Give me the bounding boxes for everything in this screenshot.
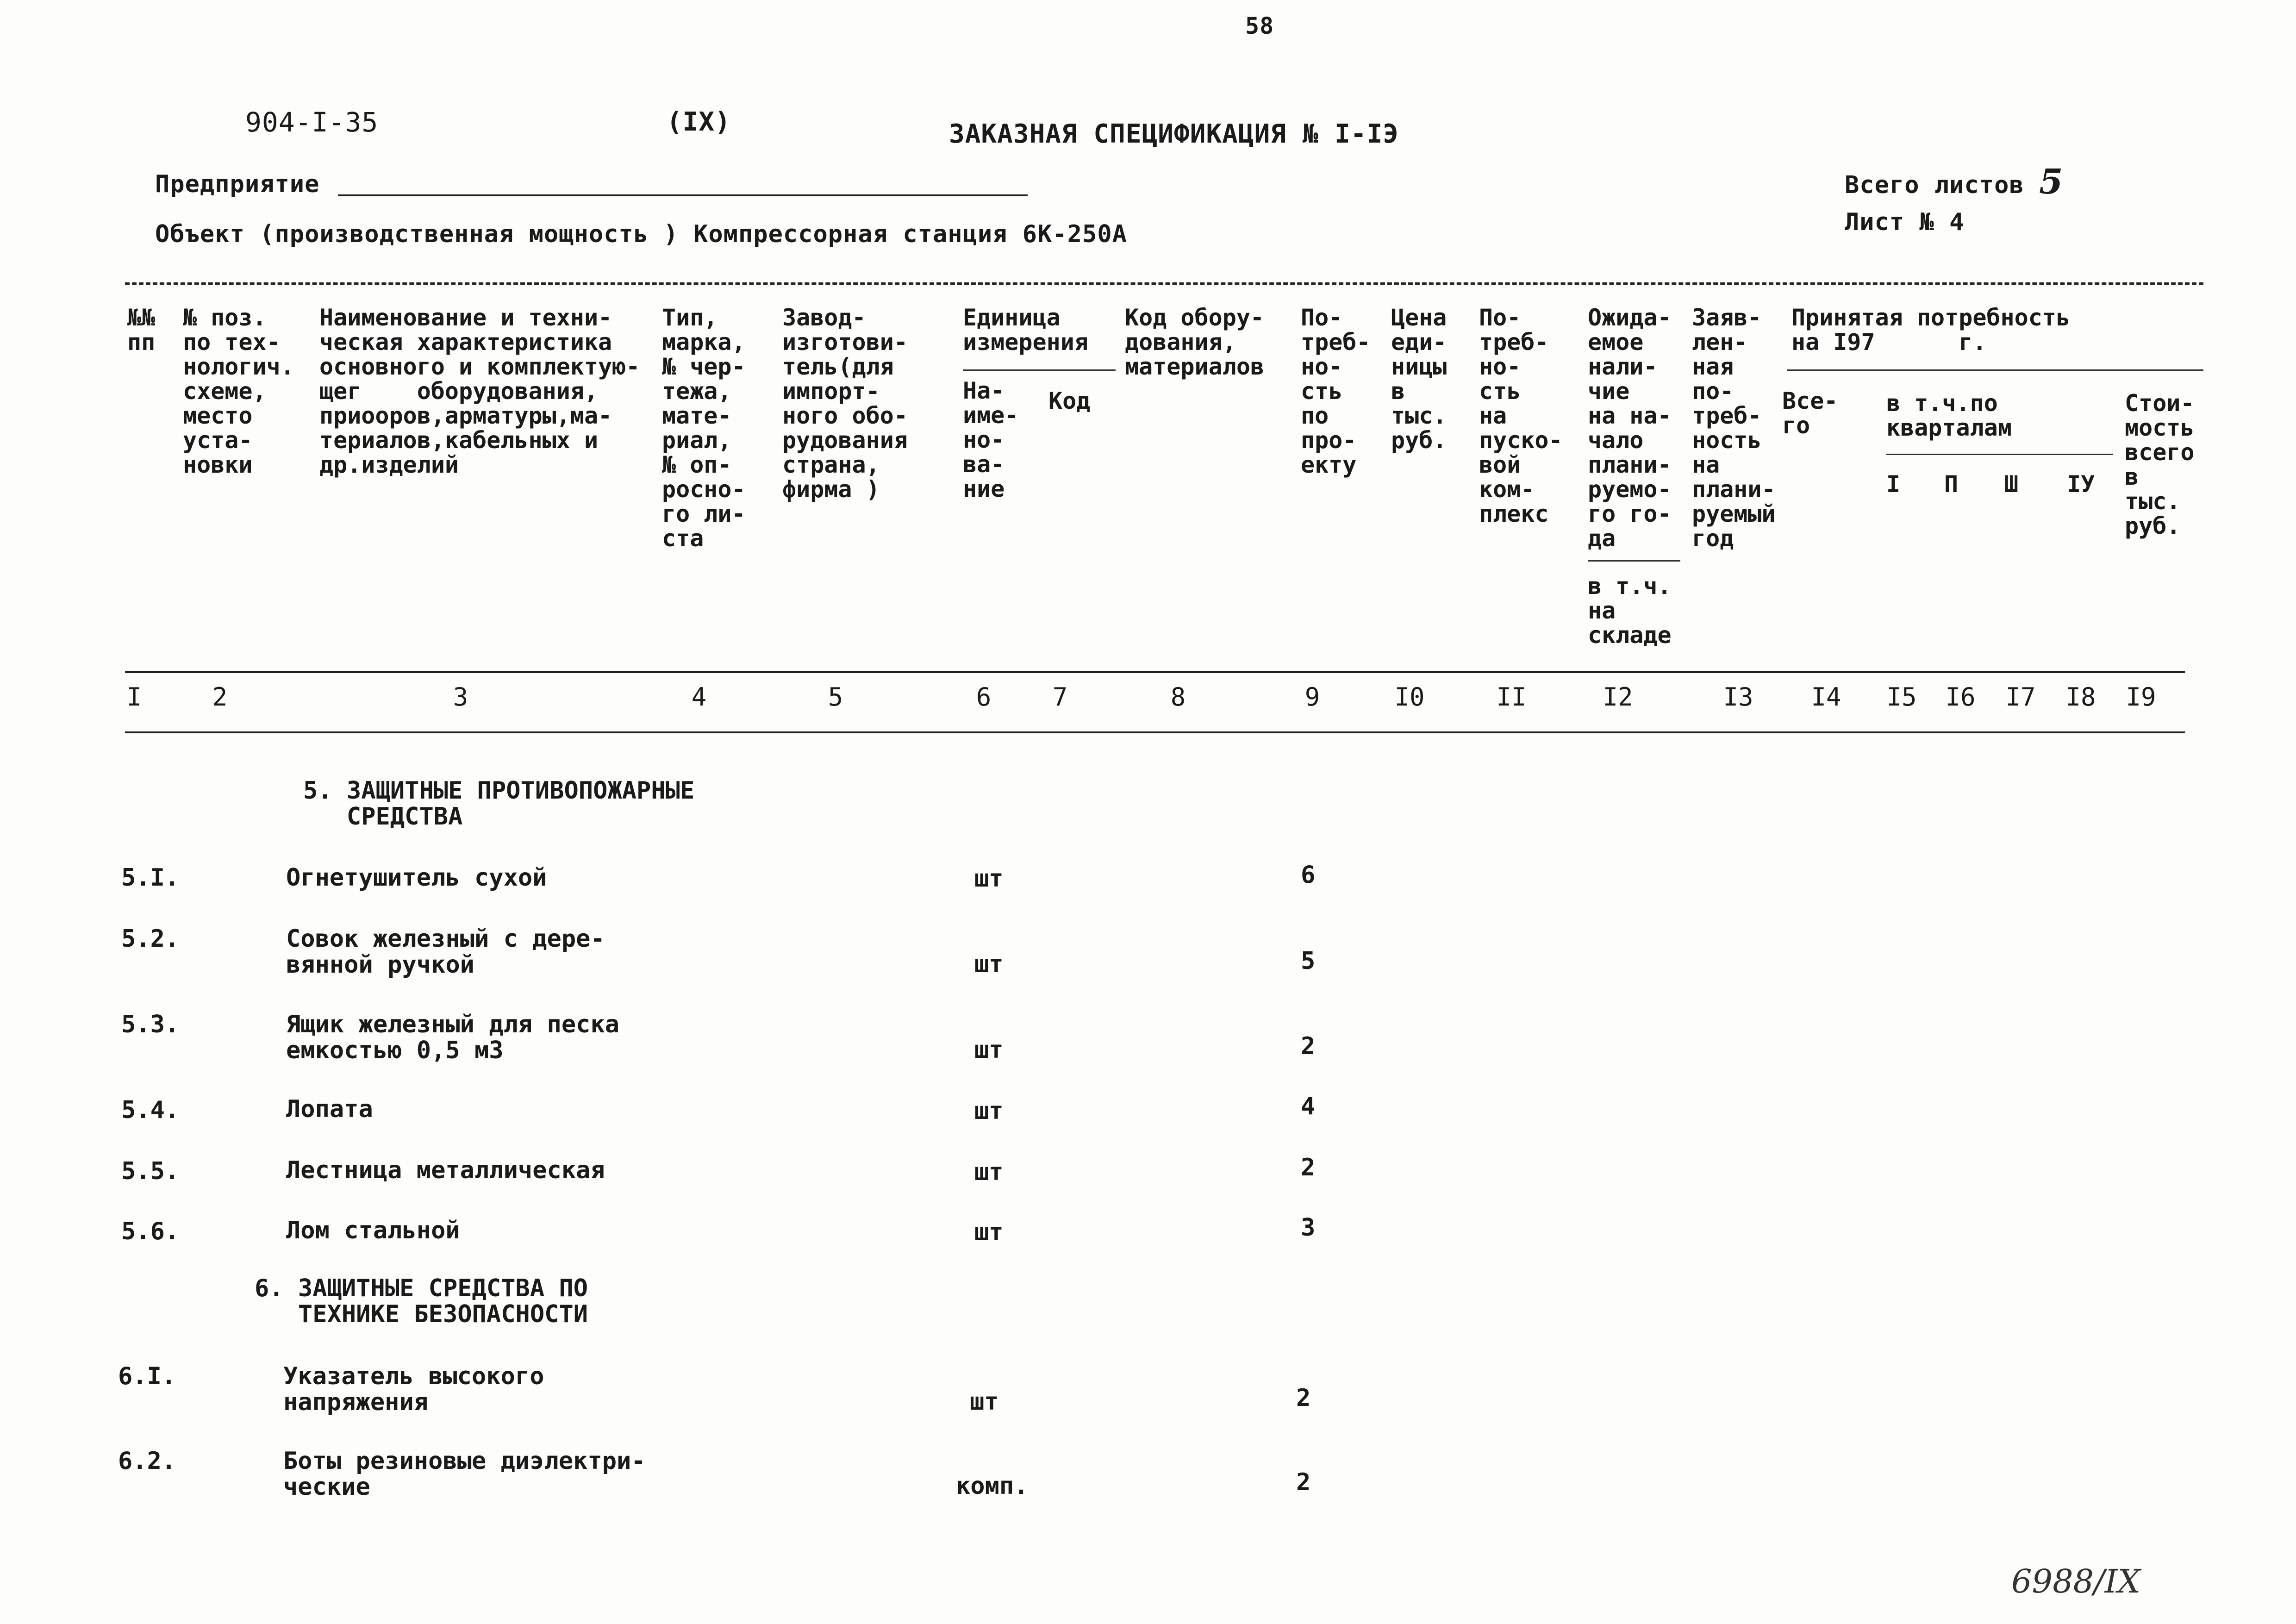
row-position: 5.3.	[121, 1011, 180, 1038]
header-quarter-3: Ш	[2004, 471, 2019, 498]
row-name: Совок железный с дере- вянной ручкой	[286, 925, 605, 979]
row-unit: шт	[970, 1388, 999, 1416]
row-unit: шт	[974, 1218, 1004, 1246]
header-col-6-7-unit: Единица измерения	[963, 304, 1088, 356]
row-position: 6.2.	[118, 1447, 176, 1475]
col-number-6: 6	[976, 682, 992, 712]
header-col-6: На- име- но- ва- ние	[963, 377, 1019, 502]
sheets-total-value: 5	[2039, 162, 2063, 202]
album-number: (IX)	[667, 107, 731, 137]
col-number-18: I8	[2065, 682, 2096, 712]
header-col-19: Стои- мость всего в тыс. руб.	[2125, 390, 2195, 539]
header-col-4: Тип, марка, № чер- тежа, мате- риал, № оп- росно- го ли- ста	[662, 304, 746, 552]
row-unit: комп.	[956, 1472, 1029, 1500]
header-col-3: Наименование и техни- ческая характеристика основного и комплектую- щег оборудования, приооров,арматуры,ма- териалов,кабельных и др.изделий	[319, 304, 640, 478]
page-number: 58	[1245, 12, 1274, 39]
row-quantity: 2	[1301, 1154, 1316, 1181]
row-name: Боты резиновые диэлектри- ческие	[283, 1447, 646, 1501]
header-bottom-rule	[125, 671, 2185, 673]
row-unit: шт	[974, 865, 1004, 893]
header-col-15-18: в т.ч.по кварталам	[1886, 390, 2012, 441]
header-quarter-2: П	[1944, 471, 1959, 498]
row-quantity: 2	[1296, 1384, 1311, 1412]
document-code: 904-I-35	[245, 106, 379, 138]
row-position: 5.5.	[121, 1157, 180, 1185]
col-number-8: 8	[1170, 682, 1186, 712]
col-number-11: II	[1496, 682, 1527, 712]
row-name: Лестница металлическая	[286, 1156, 605, 1184]
header-col-5: Завод- изготови- тель(для импорт- ного обо- рудования страна, фирма )	[782, 304, 908, 503]
enterprise-underline	[338, 194, 1028, 196]
section-title: 5. ЗАЩИТНЫЕ ПРОТИВОПОЖАРНЫЕ СРЕДСТВА	[303, 777, 695, 831]
inventory-number: 6988/IX	[2011, 1562, 2141, 1600]
col-number-17: I7	[2005, 682, 2036, 712]
quarters-subheader-rule	[1886, 454, 2113, 455]
header-col-7: Код	[1048, 387, 1091, 414]
col-number-14: I4	[1811, 682, 1841, 712]
col-number-9: 9	[1304, 682, 1320, 712]
header-col-10: Цена еди- ницы в тыс. руб.	[1391, 304, 1447, 454]
header-col-12: Ожида- емое нали- чие на на- чало плани- руемо- го го- да	[1588, 304, 1672, 552]
col-number-13: I3	[1723, 682, 1753, 712]
header-col-11: По- треб- но- сть на пуско- вой ком- плекс	[1479, 304, 1563, 527]
col-number-1: I	[126, 682, 142, 712]
row-position: 5.2.	[121, 925, 180, 953]
section-title: 6. ЗАЩИТНЫЕ СРЕДСТВА ПО ТЕХНИКЕ БЕЗОПАСНОСТИ	[255, 1274, 588, 1328]
header-col-1: №№ пп	[127, 304, 156, 356]
row-name: Указатель высокого напряжения	[283, 1362, 544, 1416]
row-position: 5.I.	[121, 864, 180, 892]
row-quantity: 2	[1301, 1032, 1316, 1060]
enterprise-label: Предприятие	[155, 170, 320, 198]
col-number-12: I2	[1603, 682, 1633, 712]
row-unit: шт	[974, 950, 1004, 978]
table-top-rule	[125, 282, 2203, 285]
col-number-16: I6	[1945, 682, 1976, 712]
header-col-8: Код обору- дования, материалов	[1125, 304, 1265, 380]
col-number-19: I9	[2126, 682, 2156, 712]
row-quantity: 5	[1301, 947, 1316, 975]
row-quantity: 2	[1296, 1468, 1311, 1496]
row-name: Лопата	[286, 1095, 373, 1123]
row-name: Лом стальной	[286, 1217, 460, 1244]
col-number-7: 7	[1052, 682, 1068, 712]
sheet-number: Лист № 4	[1845, 208, 1965, 236]
header-col-9: По- треб- но- сть по про- екту	[1301, 304, 1371, 478]
document-title: ЗАКАЗНАЯ СПЕЦИФИКАЦИЯ № I-IЭ	[949, 119, 1399, 149]
col-number-15: I5	[1886, 682, 1917, 712]
header-col-14: Все- го	[1782, 387, 1838, 439]
row-quantity: 6	[1301, 861, 1316, 889]
column-numbers-rule	[125, 731, 2185, 733]
row-unit: шт	[974, 1097, 1004, 1125]
row-name: Огнетушитель сухой	[286, 864, 547, 892]
row-position: 5.6.	[121, 1218, 180, 1245]
header-col-2: № поз. по тех- нологич. схеме, место уста- новки	[183, 304, 294, 478]
accepted-subheader-rule	[1787, 369, 2203, 371]
col-number-5: 5	[828, 682, 843, 712]
row-position: 6.I.	[118, 1362, 176, 1390]
row-position: 5.4.	[121, 1096, 180, 1124]
header-col-12-stock: в т.ч. на складе	[1588, 573, 1672, 649]
sheets-total-label: Всего листов	[1845, 171, 2024, 199]
row-quantity: 3	[1301, 1214, 1316, 1242]
col-number-10: I0	[1394, 682, 1425, 712]
row-unit: шт	[974, 1158, 1004, 1186]
header-col-14-19: Принятая потребность на I97 г.	[1791, 304, 2071, 356]
col-number-2: 2	[212, 682, 228, 712]
col-number-4: 4	[691, 682, 707, 712]
object-label: Объект (производственная мощность ) Компрессорная станция 6К-250А	[155, 220, 1127, 248]
row-unit: шт	[974, 1036, 1004, 1064]
header-quarter-1: I	[1886, 471, 1901, 498]
col-number-3: 3	[453, 682, 468, 712]
row-name: Ящик железный для песка емкостью 0,5 м3	[286, 1011, 620, 1064]
unit-subheader-rule	[963, 369, 1116, 371]
row-quantity: 4	[1301, 1093, 1316, 1120]
header-col-13: Заяв- лен- ная по- треб- ность на плани- руемый год	[1692, 304, 1776, 552]
header-quarter-4: IУ	[2067, 471, 2095, 498]
stock-subheader-rule	[1588, 560, 1680, 562]
